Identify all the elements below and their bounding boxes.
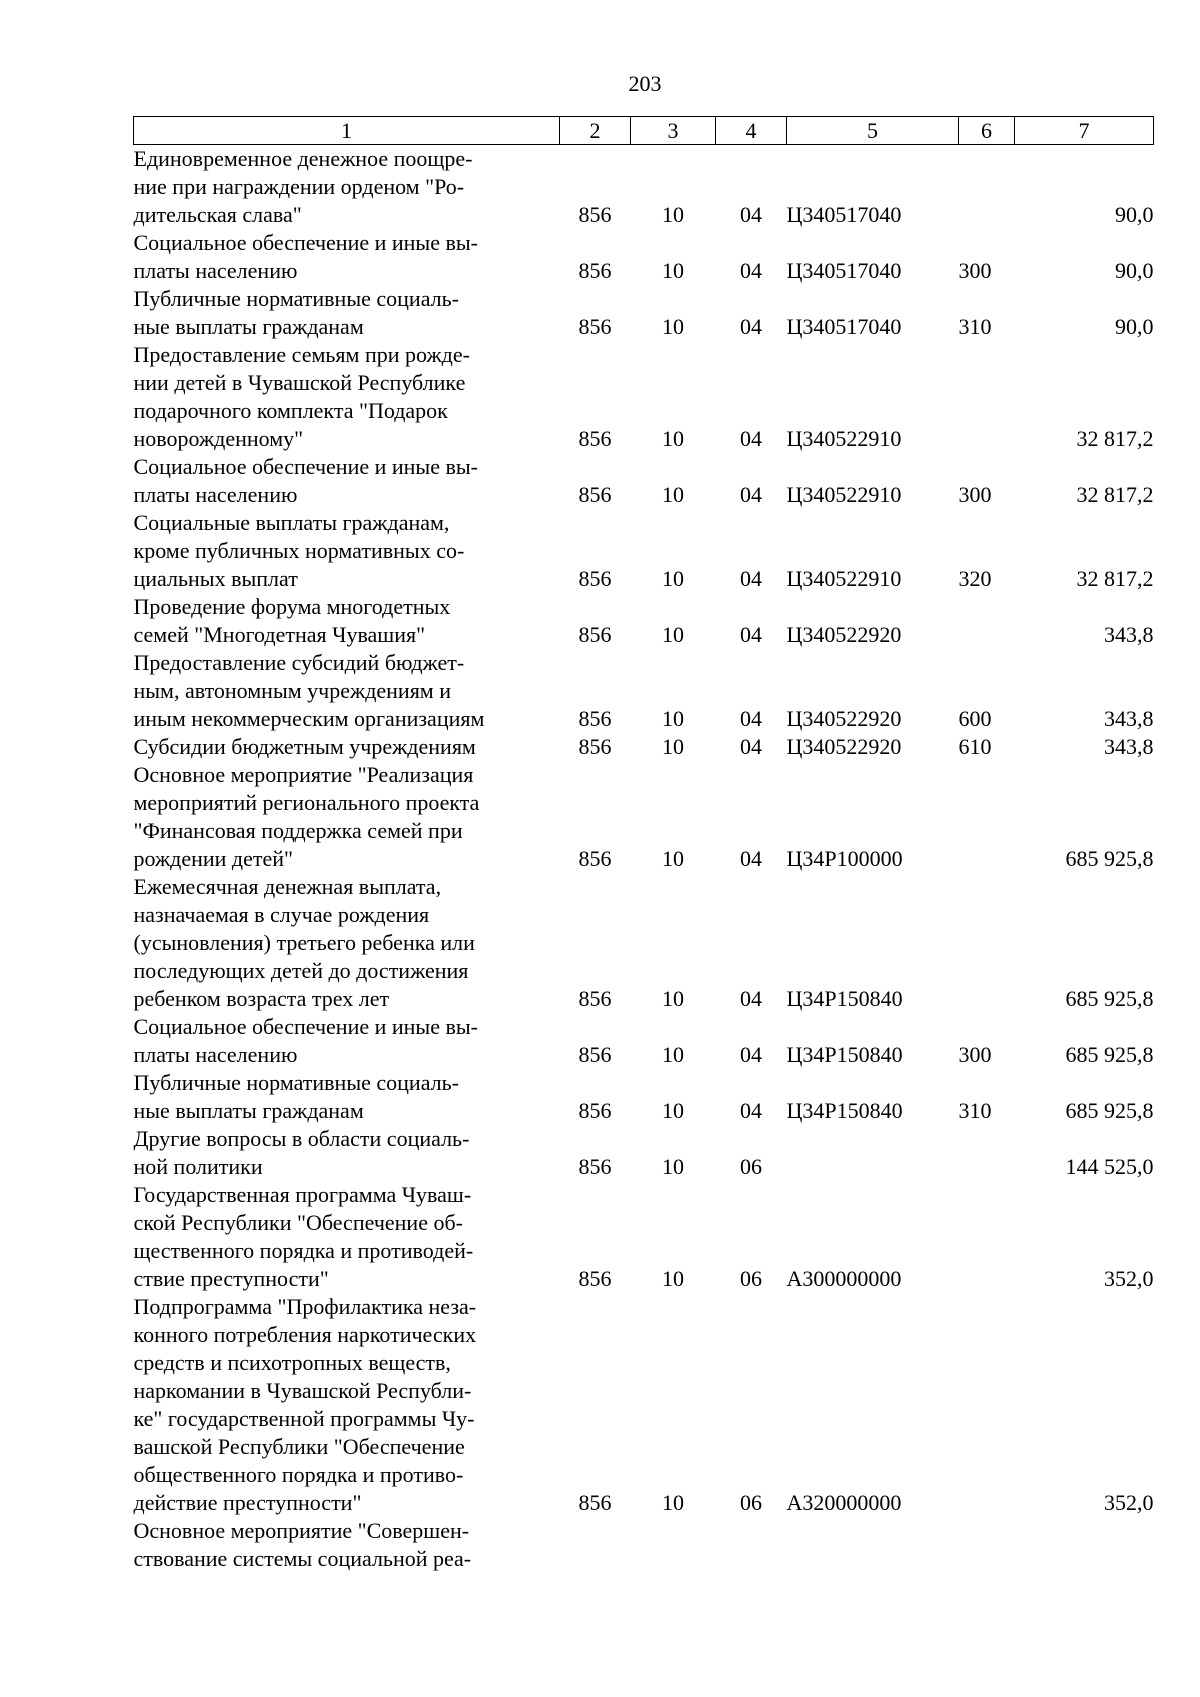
expense-type-code <box>959 1517 1015 1573</box>
target-article-code: Ц340522920 <box>786 734 902 759</box>
item-name: Публичные нормативные социаль- ные выплаты гражданам <box>133 286 459 339</box>
table-row <box>134 873 1154 1013</box>
ministry-code: 856 <box>578 846 612 871</box>
ministry-code: 856 <box>578 734 612 759</box>
target-article-code: Ц340517040 <box>786 202 902 227</box>
ministry-code: 856 <box>578 482 612 507</box>
expense-type-code: 320 <box>958 566 992 591</box>
expense-type-code: 300 <box>958 258 992 283</box>
table-row <box>134 1013 1154 1069</box>
table-row <box>134 509 1154 593</box>
target-article-code: Ц340522920 <box>786 622 902 647</box>
ministry-code: 856 <box>578 1098 612 1123</box>
amount: 32 817,2 <box>1076 426 1154 451</box>
section-code: 10 <box>662 846 684 871</box>
expense-type-code <box>959 593 1015 649</box>
amount: 343,8 <box>1104 706 1154 731</box>
expense-type-code: 300 <box>958 482 992 507</box>
item-name: Предоставление субсидий бюджет- ным, автономным учреждениям и иным некоммерческим организациям <box>133 650 485 731</box>
table-row <box>134 145 1154 230</box>
target-article-code: Ц340522910 <box>786 426 902 451</box>
column-header-6: 6 <box>959 117 1015 145</box>
expense-type-code: 600 <box>958 706 992 731</box>
column-header-5: 5 <box>787 117 959 145</box>
section-code <box>631 1517 716 1573</box>
section-code: 10 <box>662 482 684 507</box>
expense-type-code: 610 <box>958 734 992 759</box>
amount: 343,8 <box>1104 622 1154 647</box>
expense-type-code <box>959 1293 1015 1517</box>
section-code: 10 <box>662 426 684 451</box>
item-name: Ежемесячная денежная выплата, назначаемая в случае рождения (усыновления) третьего ребенка или последующих детей до достижения ребенком возраста трех лет <box>133 874 475 1011</box>
table-row <box>134 761 1154 873</box>
target-article-code: Ц340517040 <box>786 258 902 283</box>
expense-type-code <box>959 1125 1015 1181</box>
header-row <box>134 117 1154 145</box>
subsection-code: 04 <box>740 734 762 759</box>
subsection-code: 04 <box>740 622 762 647</box>
subsection-code: 04 <box>740 1042 762 1067</box>
amount: 32 817,2 <box>1076 482 1154 507</box>
item-name: Предоставление семьям при рожде- нии детей в Чувашской Республике подарочного комплекта "Подарок новорожденному" <box>133 342 470 451</box>
item-name: Социальное обеспечение и иные вы- платы населению <box>133 454 478 507</box>
section-code: 10 <box>662 258 684 283</box>
column-header-4: 4 <box>716 117 787 145</box>
amount: 685 925,8 <box>1065 846 1154 871</box>
target-article-code: Ц340522920 <box>786 706 902 731</box>
target-article-code: А300000000 <box>786 1266 902 1291</box>
item-name: Другие вопросы в области социаль- ной политики <box>133 1126 470 1179</box>
table-row <box>134 1293 1154 1517</box>
expense-type-code: 310 <box>958 314 992 339</box>
column-header-2: 2 <box>560 117 631 145</box>
amount: 144 525,0 <box>1065 1154 1154 1179</box>
target-article-code: Ц340522910 <box>786 482 902 507</box>
item-name: Подпрограмма "Профилактика неза- конного потребления наркотических средств и психотропных веществ, наркомании в Чувашской Республи- ке" государственной программы Чу- вашской Республики "Обеспечение общественного порядка и противо- действие преступности" <box>133 1294 477 1515</box>
target-article-code: Ц34Р150840 <box>786 986 903 1011</box>
amount: 352,0 <box>1104 1266 1154 1291</box>
target-article-code: Ц340522910 <box>786 566 902 591</box>
table-row <box>134 733 1154 761</box>
target-article-code: А320000000 <box>786 1490 902 1515</box>
item-name: Субсидии бюджетным учреждениям <box>133 734 476 759</box>
subsection-code: 06 <box>740 1154 762 1179</box>
item-name: Социальное обеспечение и иные вы- платы населению <box>133 230 478 283</box>
ministry-code: 856 <box>578 1154 612 1179</box>
section-code: 10 <box>662 202 684 227</box>
ministry-code: 856 <box>578 1266 612 1291</box>
target-article-code: Ц34Р150840 <box>786 1098 903 1123</box>
subsection-code: 04 <box>740 482 762 507</box>
ministry-code: 856 <box>578 258 612 283</box>
ministry-code: 856 <box>578 1042 612 1067</box>
budget-table <box>133 116 1154 1573</box>
table-row <box>134 1517 1154 1573</box>
subsection-code: 04 <box>740 314 762 339</box>
subsection-code: 04 <box>740 706 762 731</box>
section-code: 10 <box>662 566 684 591</box>
table-row <box>134 593 1154 649</box>
target-article-code <box>787 1125 959 1181</box>
ministry-code: 856 <box>578 426 612 451</box>
table-row <box>134 229 1154 285</box>
item-name: Основное мероприятие "Совершен- ствование системы социальной реа- <box>133 1518 472 1571</box>
expense-type-code <box>959 341 1015 453</box>
expense-type-code <box>959 1181 1015 1293</box>
table-row <box>134 649 1154 733</box>
item-name: Основное мероприятие "Реализация мероприятий регионального проекта "Финансовая поддержка семей при рождении детей" <box>133 762 480 871</box>
expense-type-code <box>959 873 1015 1013</box>
subsection-code: 04 <box>740 986 762 1011</box>
subsection-code: 04 <box>740 426 762 451</box>
amount: 90,0 <box>1115 314 1154 339</box>
amount: 90,0 <box>1115 202 1154 227</box>
item-name: Социальное обеспечение и иные вы- платы населению <box>133 1014 478 1067</box>
column-header-1: 1 <box>134 117 560 145</box>
table-body <box>134 145 1154 1574</box>
subsection-code <box>716 1517 787 1573</box>
amount: 343,8 <box>1104 734 1154 759</box>
table-row <box>134 1125 1154 1181</box>
amount: 32 817,2 <box>1076 566 1154 591</box>
expense-type-code <box>959 145 1015 230</box>
section-code: 10 <box>662 1490 684 1515</box>
ministry-code: 856 <box>578 314 612 339</box>
ministry-code: 856 <box>578 1490 612 1515</box>
ministry-code: 856 <box>578 566 612 591</box>
section-code: 10 <box>662 734 684 759</box>
subsection-code: 04 <box>740 258 762 283</box>
section-code: 10 <box>662 986 684 1011</box>
target-article-code: Ц34Р150840 <box>786 1042 903 1067</box>
subsection-code: 04 <box>740 202 762 227</box>
item-name: Единовременное денежное поощре- ние при награждении орденом "Ро- дительская слава" <box>133 146 473 227</box>
ministry-code: 856 <box>578 706 612 731</box>
expense-type-code: 310 <box>958 1098 992 1123</box>
subsection-code: 04 <box>740 846 762 871</box>
amount <box>1015 1517 1154 1573</box>
table-row <box>134 453 1154 509</box>
ministry-code: 856 <box>578 202 612 227</box>
section-code: 10 <box>662 1266 684 1291</box>
expense-type-code: 300 <box>958 1042 992 1067</box>
amount: 90,0 <box>1115 258 1154 283</box>
section-code: 10 <box>662 1042 684 1067</box>
amount: 685 925,8 <box>1065 986 1154 1011</box>
subsection-code: 04 <box>740 1098 762 1123</box>
item-name: Проведение форума многодетных семей "Многодетная Чувашия" <box>133 594 451 647</box>
section-code: 10 <box>662 1154 684 1179</box>
item-name: Социальные выплаты гражданам, кроме публичных нормативных со- циальных выплат <box>133 510 465 591</box>
table-row <box>134 285 1154 341</box>
item-name: Публичные нормативные социаль- ные выплаты гражданам <box>133 1070 459 1123</box>
amount: 685 925,8 <box>1065 1042 1154 1067</box>
target-article-code: Ц340517040 <box>786 314 902 339</box>
column-header-7: 7 <box>1015 117 1154 145</box>
section-code: 10 <box>662 314 684 339</box>
ministry-code <box>560 1517 631 1573</box>
section-code: 10 <box>662 1098 684 1123</box>
expense-type-code <box>959 761 1015 873</box>
ministry-code: 856 <box>578 622 612 647</box>
table-row <box>134 341 1154 453</box>
subsection-code: 04 <box>740 566 762 591</box>
target-article-code: Ц34Р100000 <box>786 846 903 871</box>
table-row <box>134 1181 1154 1293</box>
ministry-code: 856 <box>578 986 612 1011</box>
page-number: 203 <box>628 71 662 96</box>
amount: 352,0 <box>1104 1490 1154 1515</box>
table-row <box>134 1069 1154 1125</box>
amount: 685 925,8 <box>1065 1098 1154 1123</box>
subsection-code: 06 <box>740 1490 762 1515</box>
target-article-code <box>787 1517 959 1573</box>
section-code: 10 <box>662 706 684 731</box>
column-header-3: 3 <box>631 117 716 145</box>
subsection-code: 06 <box>740 1266 762 1291</box>
section-code: 10 <box>662 622 684 647</box>
item-name: Государственная программа Чуваш- ской Республики "Обеспечение об- щественного порядка и противодей- ствие преступности" <box>133 1182 474 1291</box>
